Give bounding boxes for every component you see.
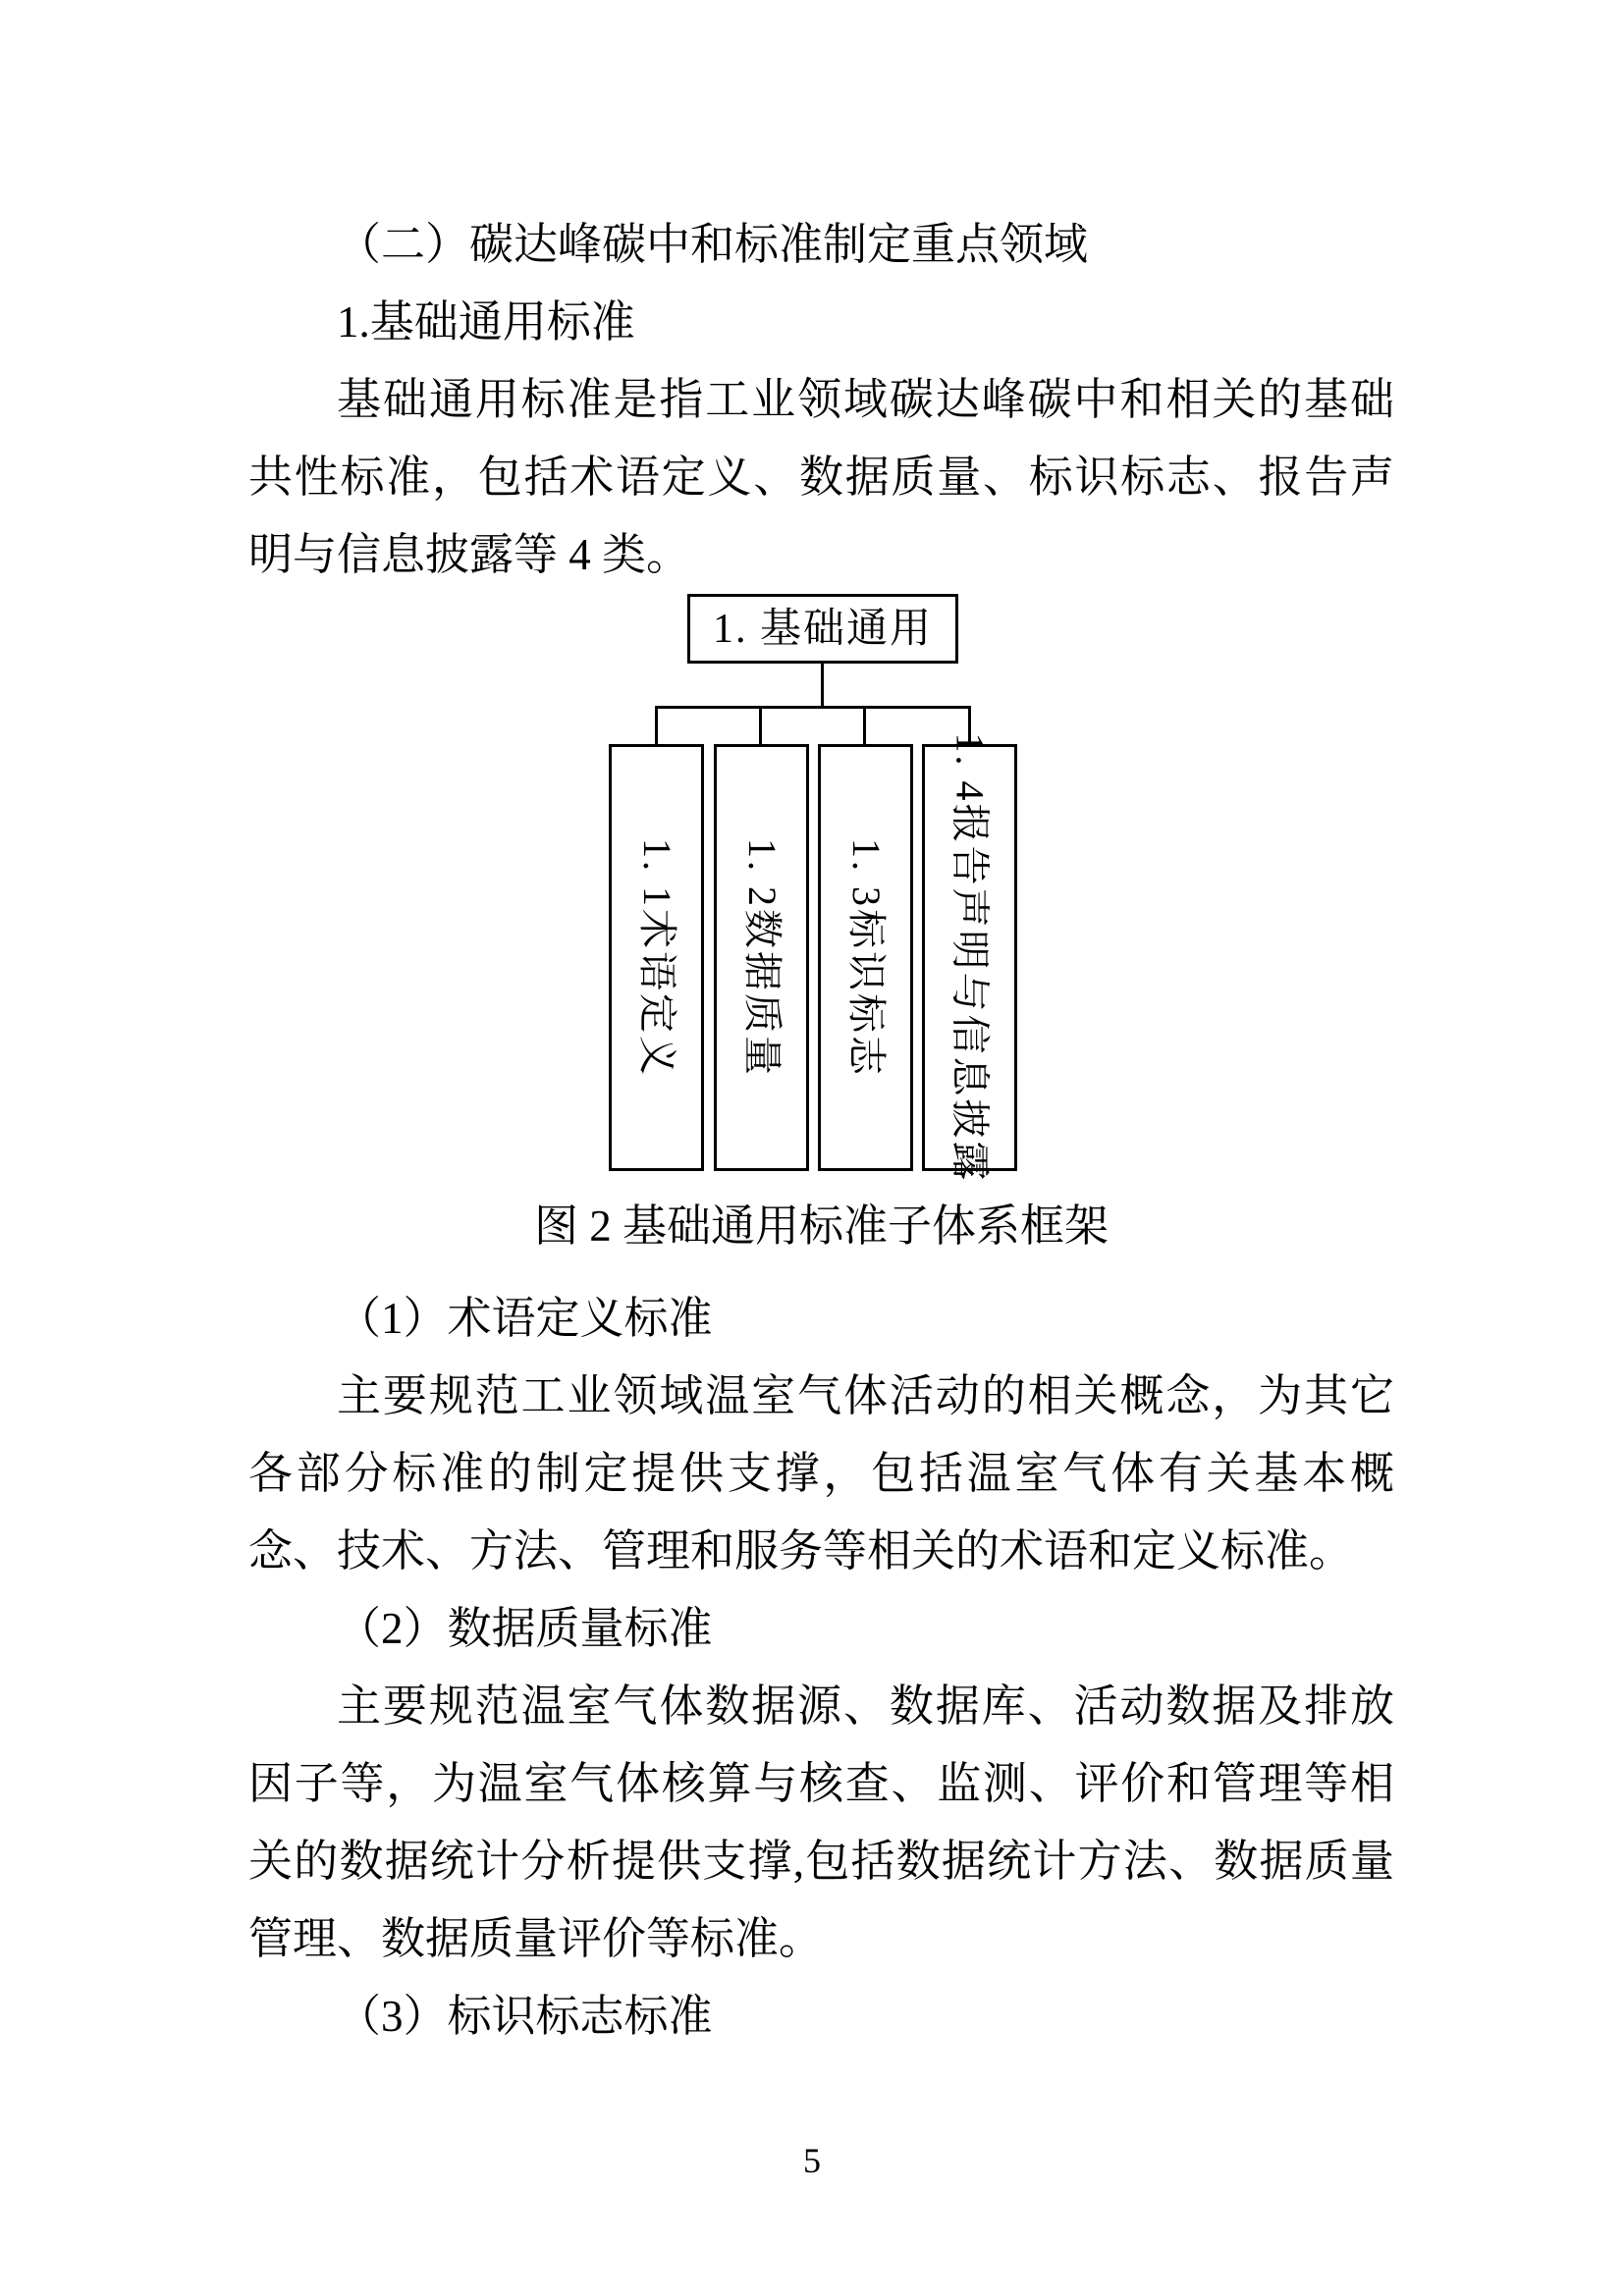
diagram-child-label-1: 1. 1术语定义 <box>634 837 679 1078</box>
sub2-heading: （2）数据质量标准 <box>337 1604 713 1653</box>
sub1-paragraph: 主要规范工业领域温室气体活动的相关概念，为其它各部分标准的制定提供支撑，包括温室气体有关基本概念、技术、方法、管理和服务等相关的术语和定义标准。 <box>248 1371 1394 1575</box>
numbered-heading: 1.基础通用标准 <box>337 297 635 347</box>
diagram-child-box-4 <box>922 732 1017 1183</box>
page-number: 5 <box>803 2141 821 2180</box>
paragraph-basic: 基础通用标准是指工业领域碳达峰碳中和相关的基础共性标准，包括术语定义、数据质量、标识标志、报告声明与信息披露等 4 类。 <box>248 375 1394 579</box>
diagram-child-label-2: 1. 2数据质量 <box>739 837 785 1078</box>
diagram-child-box-1 <box>609 744 704 1171</box>
connector-horizontal <box>655 706 971 709</box>
diagram-root-label: 1. 基础通用 <box>712 606 933 652</box>
connector-stub-2 <box>759 709 762 744</box>
sub3-heading: （3）标识标志标准 <box>337 1992 713 2041</box>
diagram-root-box <box>687 594 958 664</box>
sub2-paragraph: 主要规范温室气体数据源、数据库、活动数据及排放因子等，为温室气体核算与核查、监测、评价和管理等相关的数据统计分析提供支撑,包括数据统计方法、数据质量管理、数据质量评价等标准。 <box>248 1682 1394 1963</box>
diagram-child-label-3: 1. 3标识标志 <box>843 837 889 1078</box>
diagram-child-box-3 <box>818 744 913 1171</box>
connector-root-stem <box>821 664 824 706</box>
figure-caption: 图 2 基础通用标准子体系框架 <box>533 1201 1109 1251</box>
connector-stub-1 <box>655 709 658 744</box>
diagram-child-label-4: 1. 4报告声明与信息披露 <box>947 732 993 1183</box>
connector-stub-3 <box>863 709 866 744</box>
figure-2-diagram <box>0 594 1624 1183</box>
diagram-child-box-2 <box>714 744 809 1171</box>
section-heading: （二）碳达峰碳中和标准制定重点领域 <box>337 220 1089 269</box>
sub1-heading: （1）术语定义标准 <box>337 1294 713 1343</box>
